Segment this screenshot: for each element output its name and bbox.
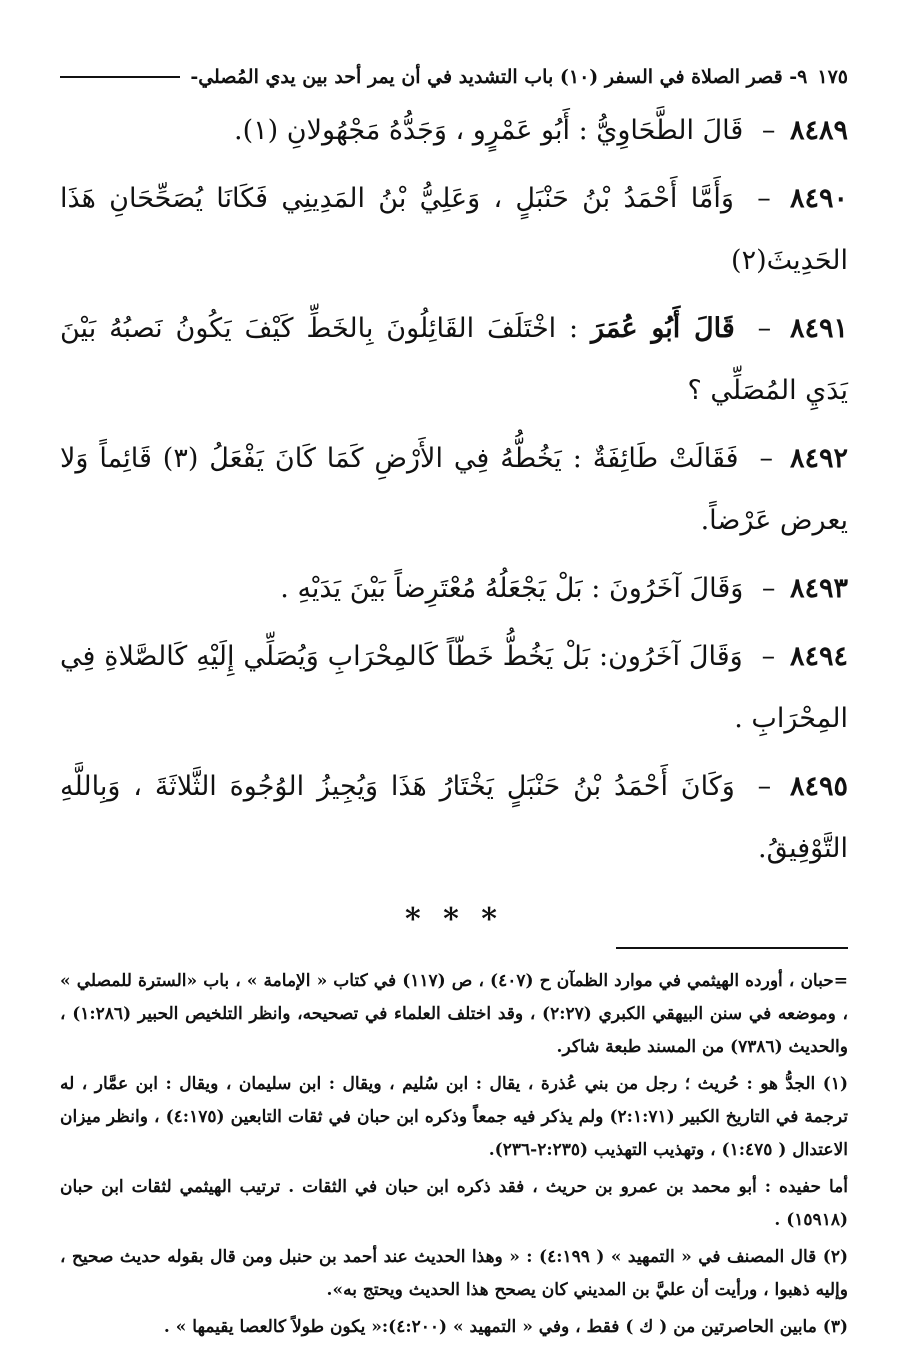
footnote-3: (٣) مابين الحاصرتين من ( ك ) فقط ، وفي « التمهيد » (٤:٢٠٠):« يكون طولاً كالعصا يقيمها » . — [163, 1317, 848, 1337]
footnote-rule — [616, 947, 848, 949]
footnote-1: (١) الجدُّ هو : حُريث ؛ رجل من بني عُذرة ، يقال : ابن سُليم ، ويقال : ابن سليمان ، ويقال : ابن عمَّار ، له ترجمة في التاريخ الكبير (٢:١:٧١) ولم يذكر فيه جمعاً وذكره ابن حبان في ثقات التابعين (٤:١٧٥) ، وانظر ميزان الاعتدال ( ١:٤٧٥) ، وتهذيب التهذيب (٢:٢٣٥-٢٣٦). — [60, 1074, 848, 1160]
paragraph-8494 — [60, 626, 848, 750]
paragraph-dash: – — [757, 771, 772, 802]
paragraph-lead: قَالَ أَبُو عُمَرَ — [591, 313, 735, 344]
section-separator: * * * — [405, 902, 503, 937]
paragraph-8491 — [60, 298, 848, 422]
paragraph-dash: – — [761, 115, 776, 146]
paragraph-number: ٨٤٩١ — [789, 313, 848, 344]
paragraph-8493 — [60, 558, 848, 620]
page-number: ١٧٥ — [817, 66, 848, 88]
paragraph-text: وَقَالَ آخَرُونَ : بَلْ يَجْعَلُهُ مُعْتَرِضاً بَيْنَ يَدَيْهِ . — [280, 573, 744, 604]
paragraph-text: وَكَانَ أَحْمَدُ بْنُ حَنْبَلٍ يَخْتَارُ هَذَا وَيُجِيزُ الوُجُوهَ الثَّلاثَةَ ، وَبِاللَّهِ التَّوْفِيقُ. — [60, 771, 848, 864]
paragraph-number: ٨٤٩٢ — [789, 443, 848, 474]
header-rule — [60, 76, 180, 78]
paragraph-dash: – — [761, 641, 776, 672]
document-page — [60, 60, 848, 1348]
paragraph-number: ٨٤٩٥ — [789, 771, 848, 802]
paragraph-8495 — [60, 756, 848, 880]
paragraph-number: ٨٤٨٩ — [789, 115, 848, 146]
footnote-2: (٢) قال المصنف في « التمهيد » ( ٤:١٩٩) : « وهذا الحديث عند أحمد بن حنبل ومن قال بقوله حديث صحيح ، وإليه ذهبوا ، ورأيت أن عليَّ بن المديني كان يصحح هذا الحديث ويحتج به». — [60, 1247, 848, 1300]
paragraph-dash: – — [759, 443, 774, 474]
paragraph-number: ٨٤٩٤ — [789, 641, 848, 672]
paragraph-8492 — [60, 428, 848, 552]
paragraph-number: ٨٤٩٣ — [789, 573, 848, 604]
paragraph-text: وَأَمَّا أَحْمَدُ بْنُ حَنْبَلٍ ، وَعَلِيُّ بْنُ المَدِينِي فَكَانَا يُصَحِّحَانِ هَذَا الحَدِيثَ(٢) — [60, 183, 848, 276]
footnotes — [60, 965, 848, 1344]
running-header — [60, 60, 848, 94]
paragraph-dash: – — [761, 573, 776, 604]
paragraph-text: وَقَالَ آخَرُون: بَلْ يَخُطُّ خَطّاً كَالمِحْرَابِ وَيُصَلِّي إِلَيْهِ كَالصَّلاةِ فِي المِحْرَابِ . — [60, 641, 848, 734]
footnote-continuation: =حبان ، أورده الهيثمي في موارد الظمآن ح (٤٠٧) ، ص (١١٧) في كتاب « الإمامة » ، باب «السترة للمصلي » ، وموضعه في سنن البيهقي الكبري (٢:٢٧) ، وقد اختلف العلماء في تصحيحه، وانظر التلخيص الحبير (١:٢٨٦) ، والحديث (٧٣٨٦) من المسند طبعة شاكر. — [60, 971, 848, 1057]
main-text — [60, 100, 848, 880]
paragraph-text: : اخْتَلَفَ القَائِلُونَ بِالخَطِّ كَيْفَ يَكُونُ نَصبُهُ بَيْنَ يَدَيِ المُصَلِّي ؟ — [60, 313, 848, 406]
running-title: ٩- قصر الصلاة في السفر (١٠) باب التشديد في أن يمر أحد بين يدي المُصلي- — [190, 66, 808, 88]
paragraph-number: ٨٤٩٠ — [789, 183, 848, 214]
paragraph-dash: – — [757, 183, 771, 214]
paragraph-text: قَالَ الطَّحَاوِيُّ : أَبُو عَمْرٍو ، وَجَدُّهُ مَجْهُولانِ (١). — [234, 115, 744, 146]
paragraph-text: فَقَالَتْ طَائِفَةٌ : يَخُطُّهُ فِي الأَرْضِ كَمَا كَانَ يَفْعَلُ (٣) قَائِماً وَلا يعرض عَرْضاً. — [60, 443, 848, 536]
paragraph-dash: – — [757, 313, 772, 344]
paragraph-8490 — [60, 168, 848, 292]
footnote-1-continued: أما حفيده : أبو محمد بن عمرو بن حريث ، فقد ذكره ابن حبان في الثقات . ترتيب الهيثمي لثقات ابن حبان (١٥٩١٨) . — [60, 1177, 848, 1230]
paragraph-8489 — [60, 100, 848, 162]
